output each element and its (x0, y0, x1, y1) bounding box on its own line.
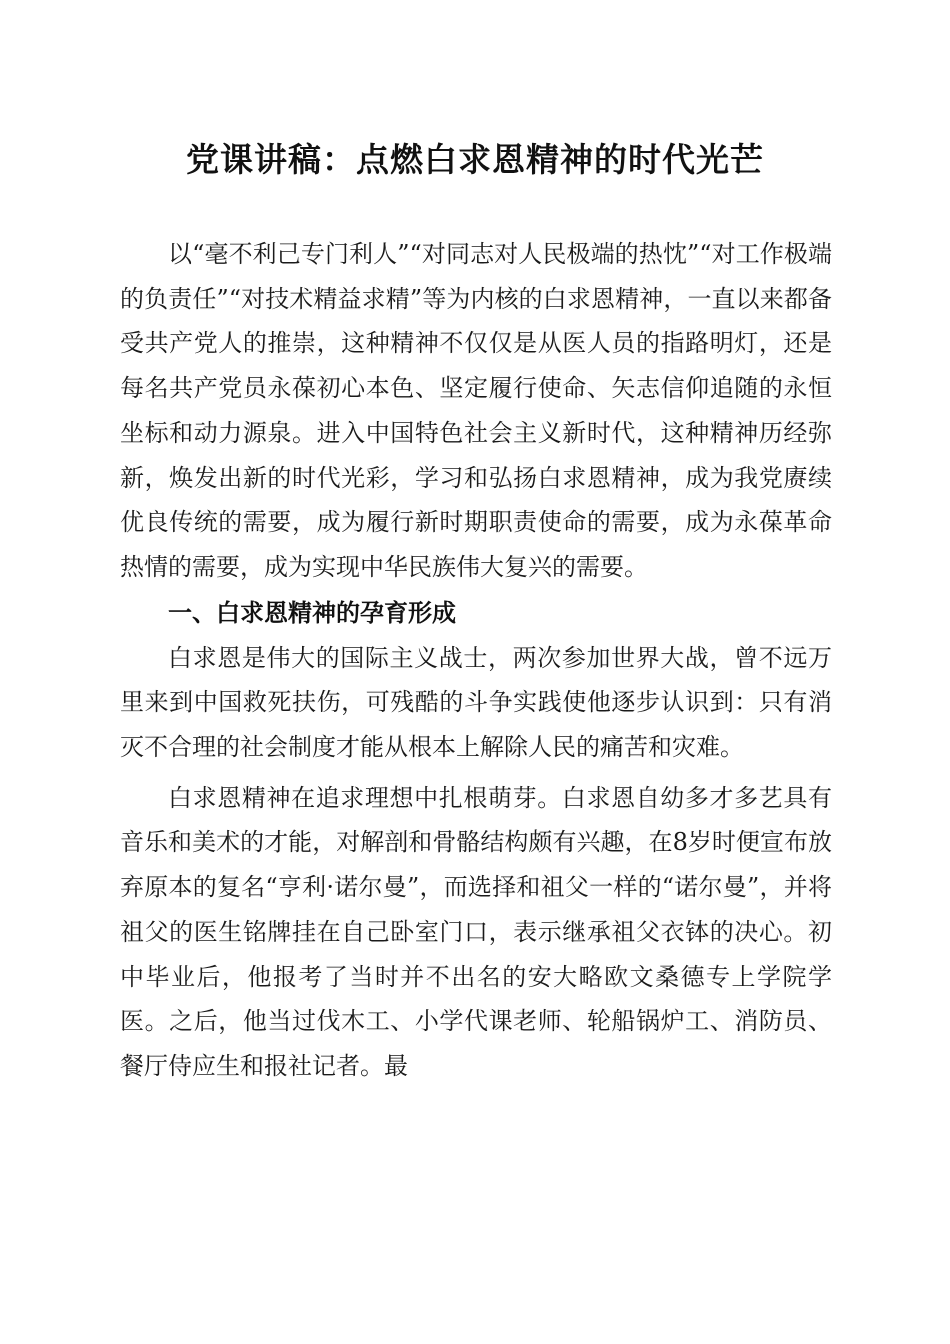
page-title: 党课讲稿：点燃白求恩精神的时代光芒 (186, 140, 764, 179)
section-heading: 一、白求恩精神的孕育形成 (168, 598, 456, 627)
body-paragraph: 白求恩是伟大的国际主义战士，两次参加世界大战，曾不远万里来到中国救死扶伤，可残酷的斗争实践使他逐步认识到：只有消灭不合理的社会制度才能从根本上解除人民的痛苦和灾难。 (120, 643, 832, 762)
intro-paragraph: 以“毫不利己专门利人”“对同志对人民极端的热忱”“对工作极端的负责任”“对技术精益求精”等为内核的白求恩精神，一直以来都备受共产党人的推崇，这种精神不仅仅是从医人员的指路明灯，还是每名共产党员永葆初心本色、坚定履行使命、矢志信仰追随的永恒坐标和动力源泉。进入中国特色社会主义新时代，这种精神历经弥新，焕发出新的时代光彩，学习和弘扬白求恩精神，成为我党赓续优良传统的需要，成为履行新时期职责使命的需要，成为永葆革命热情的需要，成为实现中华民族伟大复兴的需要。 (120, 240, 832, 581)
body-paragraph: 白求恩精神在追求理想中扎根萌芽。白求恩自幼多才多艺具有音乐和美术的才能，对解剖和骨骼结构颇有兴趣，在8岁时便宣布放弃原本的复名“亨利·诺尔曼”，而选择和祖父一样的“诺尔曼”，并将祖父的医生铭牌挂在自己卧室门口，表示继承祖父衣钵的决心。初中毕业后，他报考了当时并不出名的安大略欧文桑德专上学院学医。之后，他当过伐木工、小学代课老师、轮船锅炉工、消防员、餐厅侍应生和报社记者。最 (120, 783, 832, 1080)
document-body (120, 232, 832, 1089)
